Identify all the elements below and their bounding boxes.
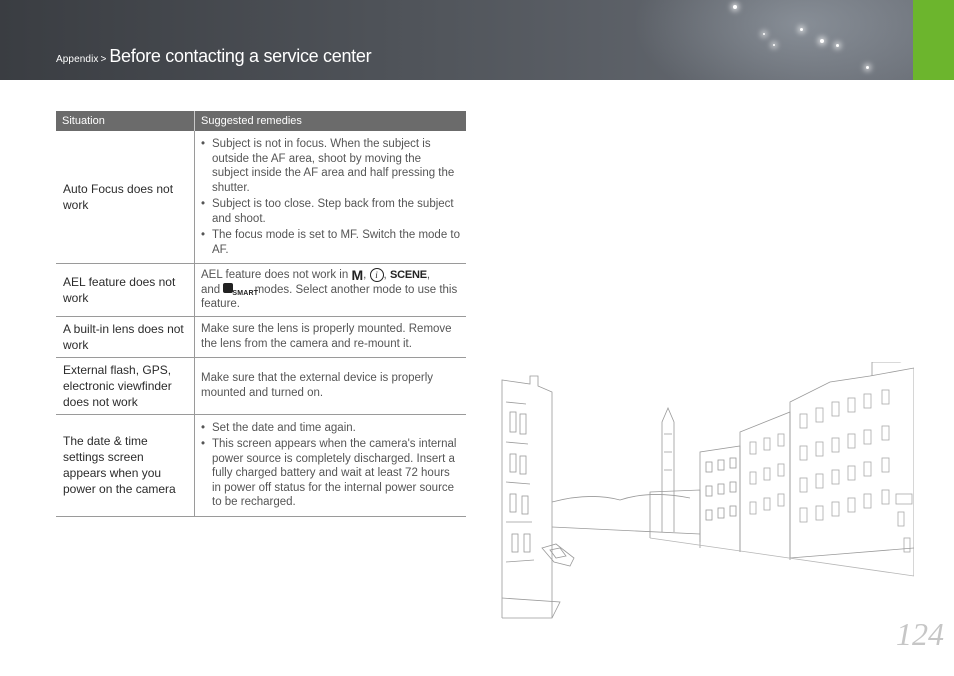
smart-mode-icon	[223, 283, 259, 297]
situation-cell: The date & time settings screen appears when you power on the camera	[56, 414, 195, 516]
intelligent-auto-mode-icon: i	[370, 268, 384, 282]
header-banner	[0, 0, 913, 80]
breadcrumb	[56, 46, 371, 67]
sparkle-decoration	[773, 44, 775, 46]
situation-cell: A built-in lens does not work	[56, 316, 195, 357]
mode-separator: ,	[363, 269, 367, 282]
breadcrumb-separator: >	[100, 54, 107, 65]
mode-separator: ,	[426, 269, 431, 282]
table-row	[56, 414, 466, 516]
remedy-cell	[195, 131, 467, 264]
remedy-cell: Make sure the lens is properly mounted. Remove the lens from the camera and re-mount it.	[195, 316, 467, 357]
remedy-bullet: • The focus mode is set to MF. Switch the mode to AF.	[201, 228, 460, 257]
remedy-text: and	[201, 283, 221, 296]
sparkle-decoration	[866, 66, 869, 69]
table-row	[56, 131, 466, 264]
column-header-remedies: Suggested remedies	[195, 111, 467, 131]
smart-mode-label: SMART	[232, 290, 259, 297]
header-glow	[620, 0, 913, 80]
table-header-row	[56, 111, 466, 131]
mode-separator: ,	[383, 269, 387, 282]
troubleshooting-table	[56, 111, 466, 517]
remedy-bullet: • Set the date and time again.	[201, 421, 460, 436]
remedy-text: AEL feature does not work in	[201, 269, 349, 282]
manual-mode-icon: M	[351, 267, 364, 283]
scene-mode-icon: SCENE	[389, 268, 427, 281]
remedy-bullet: • This screen appears when the camera's internal power source is completely discharged. Insert a fully charged battery and wait at least 72 hours in power off status for the internal power source to be recharged.	[201, 437, 460, 510]
table-row	[56, 316, 466, 357]
table-row	[56, 264, 466, 317]
page-number: 124	[896, 616, 944, 652]
table-row	[56, 357, 466, 414]
section-tab	[913, 0, 954, 80]
remedy-cell: Make sure that the external device is properly mounted and turned on.	[195, 357, 467, 414]
sparkle-decoration	[820, 39, 824, 43]
city-canal-sketch	[500, 362, 914, 620]
page-title: Before contacting a service center	[109, 46, 372, 66]
situation-cell: AEL feature does not work	[56, 264, 195, 317]
breadcrumb-parent[interactable]: Appendix	[56, 54, 99, 65]
column-header-situation: Situation	[56, 111, 195, 131]
sparkle-decoration	[836, 44, 839, 47]
remedy-bullet: • Subject is not in focus. When the subject is outside the AF area, shoot by moving the subject inside the AF area and half pressing the shutter.	[201, 137, 460, 195]
remedy-text: modes. Select another mode to use this feature.	[201, 283, 458, 311]
sparkle-decoration	[800, 28, 803, 31]
situation-cell: Auto Focus does not work	[56, 131, 195, 264]
sparkle-decoration	[763, 33, 765, 35]
remedy-bullet: • Subject is too close. Step back from the subject and shoot.	[201, 197, 460, 226]
sparkle-decoration	[733, 5, 737, 9]
remedy-cell	[195, 264, 467, 317]
situation-cell: External flash, GPS, electronic viewfinder does not work	[56, 357, 195, 414]
remedy-cell	[195, 414, 467, 516]
